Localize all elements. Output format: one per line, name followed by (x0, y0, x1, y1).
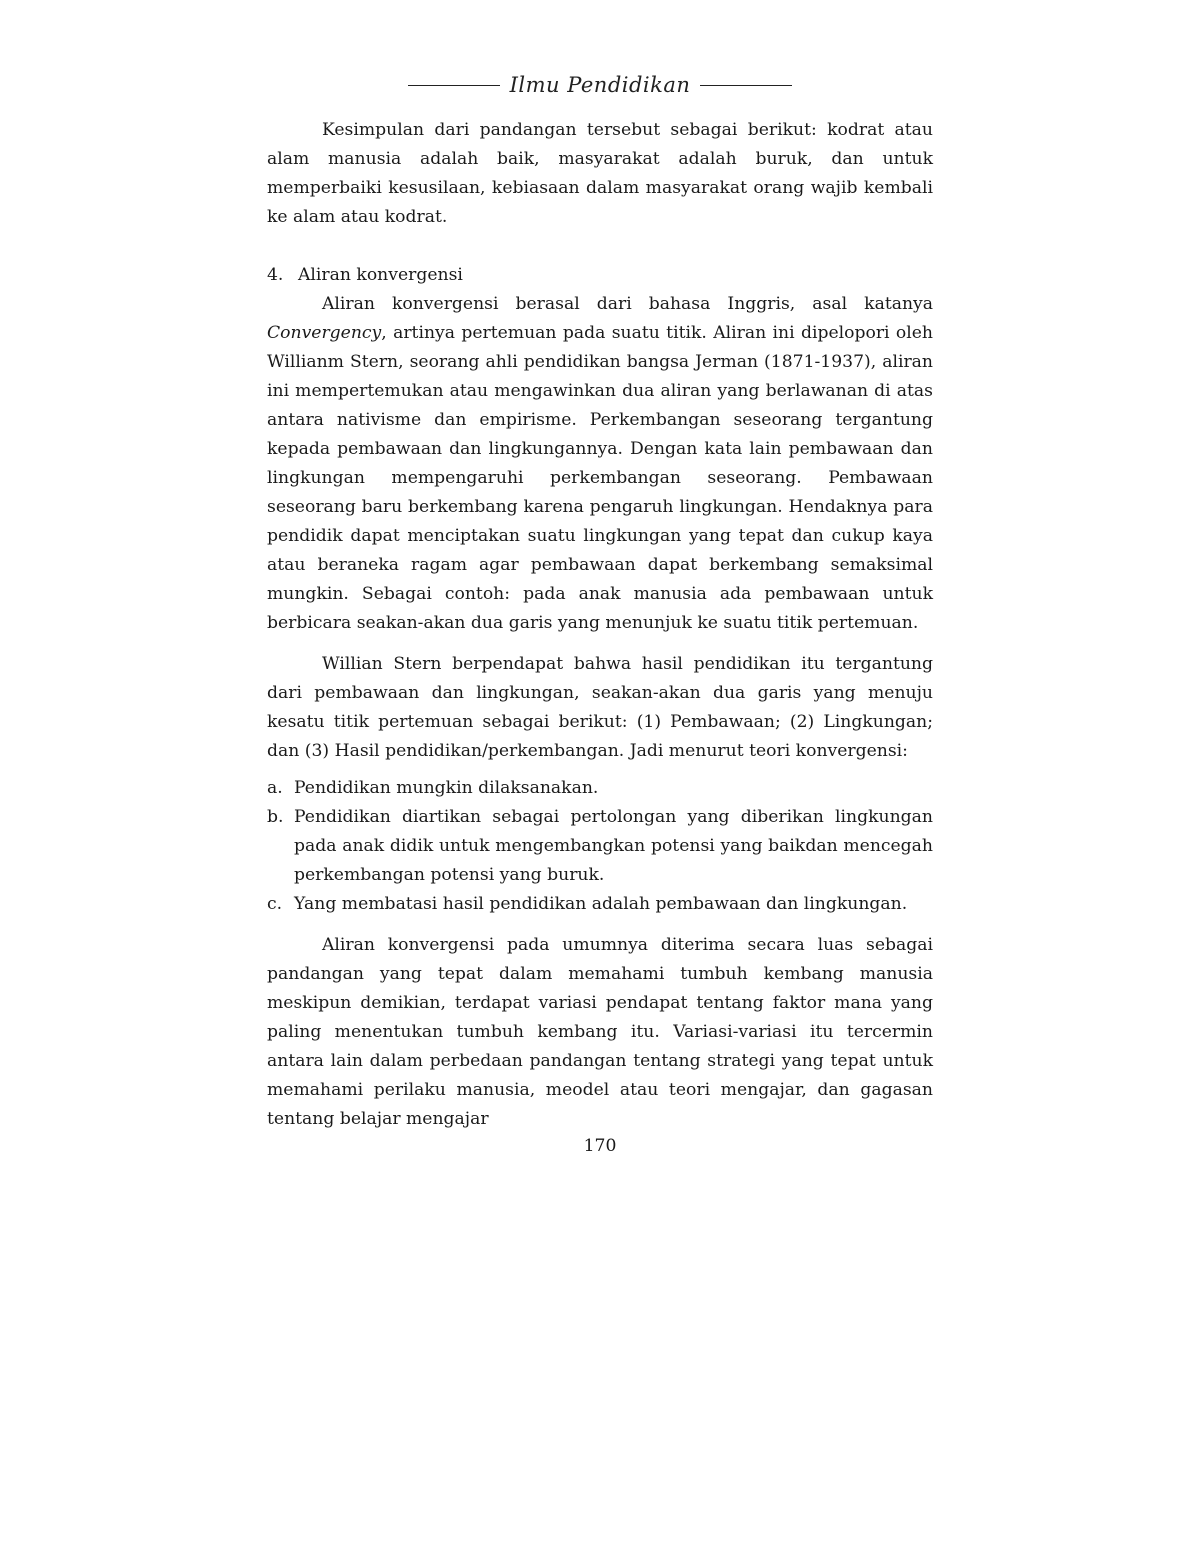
list-marker: b. (267, 807, 284, 827)
running-header (267, 62, 933, 108)
page-number: 170 (583, 1136, 617, 1156)
header-rule-left (408, 85, 500, 86)
list-text: Pendidikan diartikan sebagai pertolongan yang diberikan lingkungan pada anak didik untuk mengembangkan potensi yang baikdan mencegah perkembangan potensi yang buruk. (294, 807, 933, 885)
section-number: 4. (267, 265, 284, 285)
paragraph-convergence-definition (267, 290, 933, 638)
section-title: Aliran konvergensi (298, 265, 463, 285)
list-marker: c. (267, 894, 283, 914)
theory-list (267, 774, 933, 919)
list-marker: a. (267, 778, 283, 798)
list-text: Yang membatasi hasil pendidikan adalah pembawaan dan lingkungan. (294, 894, 908, 914)
italic-term: Convergency (267, 323, 382, 343)
paragraph-convergence-reception: Aliran konvergensi pada umumnya diterima secara luas sebagai pandangan yang tepat dalam memahami tumbuh kembang manusia meskipun demikian, terdapat variasi pendapat tentang faktor mana yang paling menentukan tumbuh kembang itu. Variasi-variasi itu tercermin antara lain dalam perbedaan pandangan tentang strategi yang tepat untuk memahami perilaku manusia, meodel atau teori mengajar, dan gagasan tentang belajar mengajar (267, 935, 933, 1129)
paragraph-conclusion: Kesimpulan dari pandangan tersebut sebagai berikut: kodrat atau alam manusia adalah baik, masyarakat adalah buruk, dan untuk memperbaiki kesusilaan, kebiasaan dalam masyarakat orang wajib kembali ke alam atau kodrat. (267, 120, 933, 227)
header-rule-right (700, 85, 792, 86)
list-text: Pendidikan mungkin dilaksanakan. (294, 778, 599, 798)
paragraph-lead: Aliran konvergensi berasal dari bahasa Inggris, asal katanya (322, 294, 933, 314)
document-page (267, 62, 933, 1158)
list-item (267, 803, 933, 890)
paragraph-stern-opinion: Willian Stern berpendapat bahwa hasil pendidikan itu tergantung dari pembawaan dan lingkungan, seakan-akan dua garis yang menuju kesatu titik pertemuan sebagai berikut: (1) Pembawaan; (2) Lingkungan; dan (3) Hasil pendidikan/perkembangan. Jadi menurut teori konvergensi: (267, 654, 933, 761)
list-item (267, 890, 933, 919)
paragraph-rest: , artinya pertemuan pada suatu titik. Aliran ini dipelopori oleh Willianm Stern, seorang ahli pendidikan bangsa Jerman (1871-1937), aliran ini mempertemukan atau mengawinkan dua aliran yang berlawanan di atas antara nativisme dan empirisme. Perkembangan seseorang tergantung kepada pembawaan dan lingkungannya. Dengan kata lain pembawaan dan lingkungan mempengaruhi perkembangan seseorang. Pembawaan seseorang baru berkembang karena pengaruh lingkungan. Hendaknya para pendidik dapat menciptakan suatu lingkungan yang tepat dan cukup kaya atau beraneka ragam agar pembawaan dapat berkembang semaksimal mungkin. Sebagai contoh: pada anak manusia ada pembawaan untuk berbicara seakan-akan dua garis yang menunjuk ke suatu titik pertemuan. (267, 323, 933, 633)
list-item (267, 774, 933, 803)
section-heading (267, 261, 933, 290)
header-title: Ilmu Pendidikan (509, 73, 691, 97)
